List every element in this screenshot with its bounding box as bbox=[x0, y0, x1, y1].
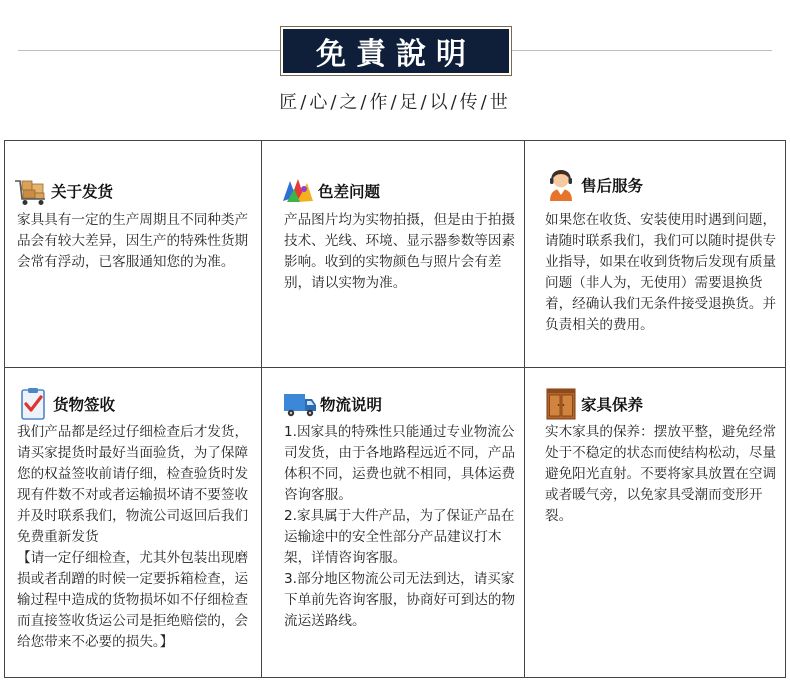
card-title: 售后服务 bbox=[581, 177, 644, 195]
card-after-sales bbox=[525, 141, 785, 367]
card-furniture-care bbox=[525, 368, 785, 679]
divider-left bbox=[18, 50, 280, 51]
delivery-cart-icon bbox=[13, 175, 49, 207]
card-body bbox=[545, 210, 781, 336]
page-title: 免責說明 bbox=[283, 29, 509, 73]
page-subtitle: 匠/心/之/作/足/以/传/世 bbox=[279, 92, 511, 113]
divider-right bbox=[512, 50, 772, 51]
card-title: 物流说明 bbox=[320, 396, 383, 414]
info-grid bbox=[4, 140, 786, 678]
card-logistics bbox=[262, 368, 524, 679]
paragraph: 1.因家具的特殊性只能通过专业物流公司发货，由于各地路程远近不同，产品体积不同，运费也就不相同，具体运费咨询客服。 bbox=[284, 424, 516, 503]
title-banner bbox=[280, 26, 512, 76]
paragraph: 2.家具属于大件产品，为了保证产品在运输途中的安全性部分产品建议打木架，详情咨询客服。 bbox=[284, 508, 515, 566]
paragraph: 产品图片均为实物拍摄，但是由于拍摄技术、光线、环境、显示器参数等因素影响。收到的实物颜色与照片会有差别，请以实物为准。 bbox=[284, 212, 516, 291]
card-title: 色差问题 bbox=[318, 183, 381, 201]
paragraph: 我们产品都是经过仔细检查后才发货，请买家提货时最好当面验货，为了保障您的权益签收前请仔细，检查验货时发现有件数不对或者运输损坏请不要签收并及时联系我们，物流公司返回后我们免费重新发货 bbox=[17, 424, 249, 545]
paragraph: 3.部分地区物流公司无法到达，请买家下单前先咨询客服，协商好可到达的物流运送路线。 bbox=[284, 571, 516, 629]
paragraph: 如果您在收货、安装使用时遇到问题，请随时联系我们，我们可以随时提供专业指导，如果在收到货物后发现有质量问题（非人为，无使用）需要退换货着，经确认我们无条件接受退换货。并负责相关的费用。 bbox=[545, 212, 777, 333]
wardrobe-icon bbox=[543, 386, 579, 422]
card-body bbox=[284, 422, 516, 632]
card-body bbox=[545, 422, 781, 527]
header bbox=[0, 0, 790, 140]
clipboard-check-icon bbox=[15, 386, 51, 422]
paragraph: 家具具有一定的生产周期且不同种类产品会有较大差异，因生产的特殊性货期会常有浮动，已客服通知您的为准。 bbox=[17, 212, 249, 270]
card-title: 家具保养 bbox=[581, 396, 644, 414]
customer-service-icon bbox=[543, 167, 579, 203]
truck-icon bbox=[282, 386, 318, 422]
paragraph: 【请一定仔细检查，尤其外包装出现磨损或者刮蹭的时候一定要拆箱检查，运输过程中造成的货物损坏如不仔细检查而直接签收货运公司是拒绝赔偿的，会给您带来不必要的损失。】 bbox=[17, 550, 249, 650]
paragraph: 实木家具的保养：摆放平整，避免经常处于不稳定的状态而使结构松动，尽量避免阳光直射。不要将家具放置在空调或者暖气旁，以免家具受潮而变形开裂。 bbox=[545, 424, 777, 524]
card-body bbox=[284, 210, 516, 294]
card-shipping bbox=[5, 141, 261, 367]
color-palette-icon bbox=[280, 175, 316, 207]
card-receipt bbox=[5, 368, 261, 679]
card-body bbox=[17, 422, 251, 653]
card-body bbox=[17, 210, 249, 273]
card-color-difference bbox=[262, 141, 524, 367]
card-title: 关于发货 bbox=[51, 183, 114, 201]
card-title: 货物签收 bbox=[53, 396, 116, 414]
